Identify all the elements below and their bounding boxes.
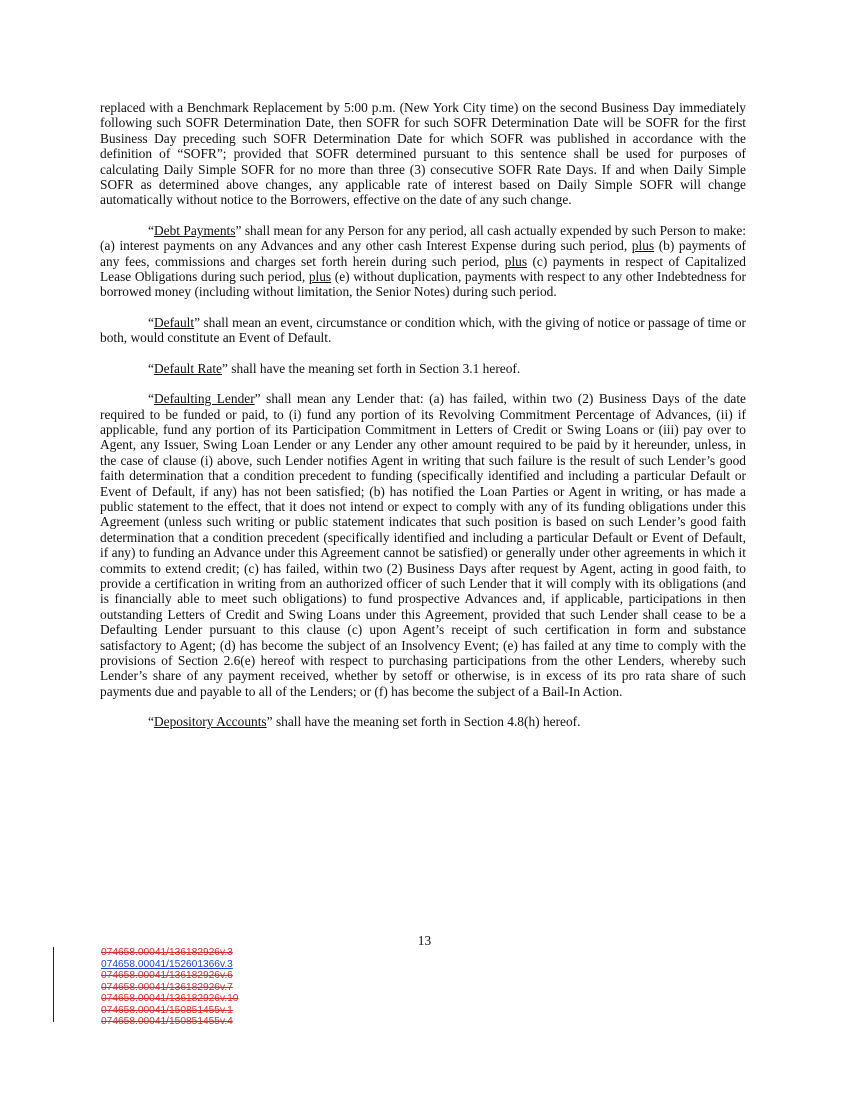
definition-paragraph bbox=[100, 361, 746, 376]
defined-term: Debt Payments bbox=[153, 222, 236, 238]
defined-term: Defaulting Lender bbox=[153, 391, 255, 407]
emphasis-word: plus bbox=[504, 253, 528, 269]
definition-text: ” shall mean for any Person for any period, all cash actually expended by such Person to make: (a) interest payments on any Advances and any other cash Interest Expense during such period, bbox=[100, 222, 746, 254]
open-quote: “ bbox=[148, 714, 154, 730]
open-quote: “ bbox=[148, 360, 154, 376]
document-id-deleted: 074658.00041/150851455v.4 bbox=[101, 1016, 233, 1027]
document-id-footer bbox=[53, 947, 361, 1027]
open-quote: “ bbox=[148, 222, 154, 238]
continued-paragraph: replaced with a Benchmark Replacement by 5:00 p.m. (New York City time) on the second Business Day immediately following such SOFR Determination Date, then SOFR for such SOFR Determination Date will be SOFR for the first Business Day preceding such SOFR Determination Date for which SOFR was published in accordance with the definition of “SOFR”; provided that SOFR determined pursuant to this sentence shall be used for purposes of calculating Daily Simple SOFR for no more than three (3) consecutive SOFR Rate Days. If and when Daily Simple SOFR as determined above changes, any applicable rate of interest based on Daily Simple SOFR will change automatically without notice to the Borrowers, effective on the date of any such change. bbox=[100, 100, 746, 208]
open-quote: “ bbox=[148, 391, 154, 407]
emphasis-word: plus bbox=[308, 269, 332, 285]
document-id-deleted: 074658.00041/136182926v.10 bbox=[101, 993, 239, 1004]
definition-paragraph bbox=[100, 391, 746, 699]
defined-term: Default Rate bbox=[153, 360, 222, 376]
document-id-deleted: 074658.00041/136182926v.6 bbox=[101, 970, 233, 981]
document-id-deleted: 074658.00041/150851455v.1 bbox=[101, 1004, 233, 1016]
definition-paragraph bbox=[100, 714, 746, 729]
defined-term: Default bbox=[153, 314, 195, 330]
definition-text: (b) payments of any fees, commissions and charges set forth herein during such period, bbox=[100, 238, 746, 269]
definition-text: ” shall have the meaning set forth in Section 3.1 hereof. bbox=[222, 360, 521, 376]
document-id-deleted: 074658.00041/136182926v.3 bbox=[101, 947, 233, 958]
body-text bbox=[100, 100, 746, 745]
document-id-deleted: 074658.00041/136182926v.7 bbox=[101, 981, 233, 993]
definitions-list bbox=[100, 223, 746, 730]
definition-paragraph bbox=[100, 315, 746, 346]
definition-text: ” shall mean any Lender that: (a) has failed, within two (2) Business Days of the date required to be funded or paid, to (i) fund any portion of its Revolving Commitment Percentage of Advances, (ii) if applicable, fund any portion of its Participation Commitment in Letters of Credit or Swing Loans or (iii) pay over to Agent, any Issuer, Swing Loan Lender or any Lender any other amount required to be paid by it hereunder, unless, in the case of clause (i) above, such Lender notifies Agent in writing that such failure is the result of such Lender’s good faith determination that a condition precedent to funding (specifically identified and including a particular Default or Event of Default, if any) has not been satisfied; (b) has notified the Loan Parties or Agent in writing, or has made a public statement to the effect, that it does not intend or expect to comply with any of its funding obligations under this Agreement (unless such writing or public statement indicates that such position is based on such Lender’s good faith determination that a condition precedent (specifically identified and including a particular Default or Event of Default, if any) to funding an Advance under this Agreement cannot be satisfied) or generally under other agreements in which it commits to extend credit; (c) has failed, within two (2) Business Days after request by Agent, acting in good faith, to provide a certification in writing from an authorized officer of such Lender that it will comply with its obligations (and is financially able to meet such obligations) to fund prospective Advances and, if applicable, participations in then outstanding Letters of Credit and Swing Loans under this Agreement, provided that such Lender shall cease to be a Defaulting Lender pursuant to this clause (c) upon Agent’s receipt of such certification in form and substance satisfactory to Agent; (d) has become the subject of an Insolvency Event; (e) has failed at any time to comply with the provisions of Section 2.6(e) hereof with respect to purchasing participations from the other Lenders, whereby such Lender’s share of any payment received, whether by setoff or otherwise, is in excess of its pro rata share of such payments due and payable to all of the Lenders; or (f) has become the subject of a Bail-In Action. bbox=[100, 391, 746, 699]
definition-text: ” shall have the meaning set forth in Section 4.8(h) hereof. bbox=[266, 714, 581, 730]
emphasis-word: plus bbox=[631, 238, 655, 254]
definition-paragraph bbox=[100, 223, 746, 300]
open-quote: “ bbox=[148, 314, 154, 330]
defined-term: Depository Accounts bbox=[153, 714, 267, 730]
definition-text: (e) without duplication, payments with respect to any other Indebtedness for borrowed money (including without limitation, the Senior Notes) during such period. bbox=[100, 269, 747, 300]
definition-text: (c) payments in respect of Capitalized Lease Obligations during such period, bbox=[100, 253, 746, 285]
page-number: 13 bbox=[417, 933, 432, 948]
definition-text: ” shall mean an event, circumstance or condition which, with the giving of notice or passage of time or both, would constitute an Event of Default. bbox=[100, 314, 746, 346]
document-id-inserted: 074658.00041/152601366v.3 bbox=[101, 958, 233, 970]
